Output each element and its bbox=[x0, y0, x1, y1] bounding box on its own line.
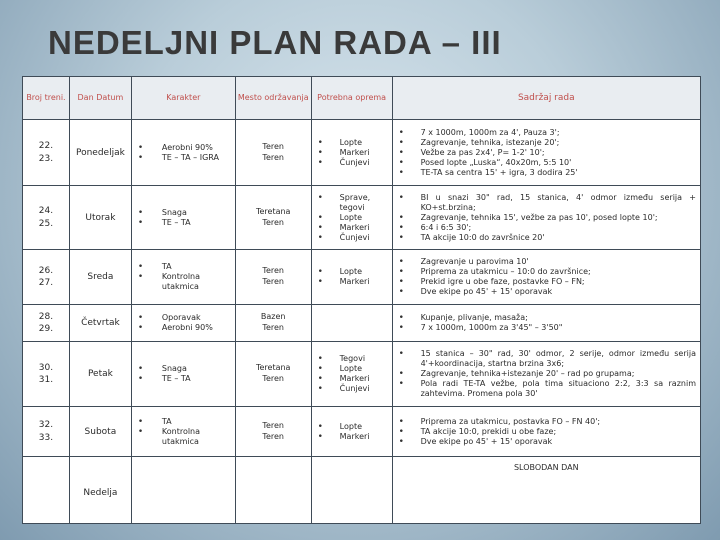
list-item: • Markeri bbox=[312, 277, 392, 287]
mesto-cell-line: Teren bbox=[262, 277, 284, 286]
karakter-cell bbox=[131, 305, 235, 342]
list-item: • Lopte bbox=[312, 267, 392, 277]
oprema-cell-list bbox=[312, 422, 392, 442]
broj-cell-line: 22. bbox=[38, 141, 54, 152]
table-row bbox=[23, 186, 701, 250]
list-item: • Dve ekipe po 45' + 15' oporavak bbox=[393, 437, 700, 447]
karakter-cell-list bbox=[132, 364, 235, 384]
table-row bbox=[23, 342, 701, 407]
list-item: • Dve ekipe po 45' + 15' oporavak bbox=[393, 287, 700, 297]
header-sadrzaj: Sadržaj rada bbox=[392, 77, 700, 120]
table-header-row bbox=[23, 77, 701, 120]
sadrzaj-cell-list bbox=[393, 349, 700, 399]
list-item: • TE – TA bbox=[132, 374, 235, 384]
oprema-cell bbox=[311, 342, 392, 407]
header-broj: Broj treni. bbox=[23, 77, 70, 120]
mesto-cell-line: Teren bbox=[262, 323, 284, 332]
header-dan: Dan Datum bbox=[69, 77, 131, 120]
mesto-cell-line: Teren bbox=[262, 431, 284, 441]
list-item: • 15 stanica – 30" rad, 30' odmor, 2 serije, odmor između serija 4'+koordinacija, startna brzina 3x6; bbox=[393, 349, 700, 369]
list-item: • Čunjevi bbox=[312, 158, 392, 168]
dan-cell: Nedelja bbox=[69, 457, 131, 524]
broj-cell bbox=[23, 457, 70, 524]
broj-cell-line: 27. bbox=[38, 278, 54, 288]
dan-cell: Subota bbox=[69, 407, 131, 457]
mesto-cell-line: Bazen bbox=[260, 312, 286, 322]
mesto-cell-line: Teren bbox=[262, 266, 284, 276]
oprema-cell bbox=[311, 120, 392, 186]
oprema-cell bbox=[311, 250, 392, 305]
list-item: • Markeri bbox=[312, 432, 392, 442]
dan-cell: Petak bbox=[69, 342, 131, 407]
sadrzaj-cell bbox=[392, 120, 700, 186]
header-karakter: Karakter bbox=[131, 77, 235, 120]
oprema-cell bbox=[311, 407, 392, 457]
list-item: • Markeri bbox=[312, 148, 392, 158]
sadrzaj-cell bbox=[392, 407, 700, 457]
list-item: • Lopte bbox=[312, 422, 392, 432]
oprema-cell-list bbox=[312, 267, 392, 287]
list-item: • Aerobni 90% bbox=[132, 143, 235, 153]
list-item: • Zagrevanje u parovima 10' bbox=[393, 257, 700, 267]
broj-cell bbox=[23, 120, 70, 186]
mesto-cell bbox=[235, 342, 311, 407]
mesto-cell bbox=[235, 457, 311, 524]
oprema-cell bbox=[311, 457, 392, 524]
list-item: • TA akcije 10:0, prekidi u obe faze; bbox=[393, 427, 700, 437]
slobodan-dan-cell: SLOBODAN DAN bbox=[392, 457, 700, 524]
list-item: • Oporavak bbox=[132, 313, 235, 323]
mesto-cell-line: Teren bbox=[262, 217, 284, 227]
list-item: • TE-TA sa centra 15' + igra, 3 dodira 25' bbox=[393, 168, 700, 178]
list-item: • 7 x 1000m, 1000m za 3'45" – 3'50" bbox=[393, 323, 700, 333]
mesto-cell bbox=[235, 120, 311, 186]
mesto-cell bbox=[235, 250, 311, 305]
mesto-cell-line: Teretana bbox=[255, 363, 291, 373]
sadrzaj-cell bbox=[392, 186, 700, 250]
karakter-cell bbox=[131, 407, 235, 457]
karakter-cell bbox=[131, 342, 235, 407]
list-item: • Zagrevanje, tehnika+istezanje 20' – rad po grupama; bbox=[393, 369, 700, 379]
list-item: • 6:4 i 6:5 30'; bbox=[393, 223, 700, 233]
karakter-cell-list bbox=[132, 417, 235, 447]
broj-cell bbox=[23, 342, 70, 407]
karakter-cell bbox=[131, 250, 235, 305]
list-item: • Snaga bbox=[132, 208, 235, 218]
sadrzaj-cell bbox=[392, 305, 700, 342]
list-item: • BI u snazi 30" rad, 15 stanica, 4' odmor između serija + KO+st.brzina; bbox=[393, 193, 700, 213]
list-item: • Sprave, tegovi bbox=[312, 193, 392, 213]
list-item: • Priprema za utakmicu – 10:0 do završnice; bbox=[393, 267, 700, 277]
dan-cell: Utorak bbox=[69, 186, 131, 250]
mesto-cell bbox=[235, 407, 311, 457]
oprema-cell bbox=[311, 305, 392, 342]
karakter-cell-list bbox=[132, 313, 235, 333]
list-item: • Zagrevanje, tehnika, istezanje 20'; bbox=[393, 138, 700, 148]
list-item: • Čunjevi bbox=[312, 384, 392, 394]
list-item: • Markeri bbox=[312, 223, 392, 233]
header-oprema: Potrebna oprema bbox=[311, 77, 392, 120]
list-item: • Tegovi bbox=[312, 354, 392, 364]
broj-cell-line: 30. bbox=[38, 362, 54, 373]
table-row bbox=[23, 250, 701, 305]
broj-cell-line: 24. bbox=[38, 206, 54, 217]
header-mesto: Mesto održavanja bbox=[235, 77, 311, 120]
mesto-cell-line: Teren bbox=[262, 420, 284, 430]
list-item: • Lopte bbox=[312, 138, 392, 148]
list-item: • Kontrolna utakmica bbox=[132, 272, 235, 292]
list-item: • TA akcije 10:0 do završnice 20' bbox=[393, 233, 700, 243]
list-item: • Čunjevi bbox=[312, 233, 392, 243]
broj-cell-line: 28. bbox=[38, 311, 54, 322]
oprema-cell-list bbox=[312, 193, 392, 243]
broj-cell bbox=[23, 305, 70, 342]
list-item: • TA bbox=[132, 417, 235, 427]
table-row bbox=[23, 407, 701, 457]
list-item: • TE – TA – IGRA bbox=[132, 153, 235, 163]
list-item: • TE – TA bbox=[132, 218, 235, 228]
list-item: • TA bbox=[132, 262, 235, 272]
list-item: • Zagrevanje, tehnika 15', vežbe za pas 10', posed lopte 10'; bbox=[393, 213, 700, 223]
list-item: • Kontrolna utakmica bbox=[132, 427, 235, 447]
broj-cell-line: 32. bbox=[38, 420, 54, 431]
oprema-cell-list bbox=[312, 138, 392, 168]
karakter-cell bbox=[131, 120, 235, 186]
mesto-cell bbox=[235, 186, 311, 250]
karakter-cell-list bbox=[132, 208, 235, 228]
oprema-cell-list bbox=[312, 354, 392, 394]
dan-cell: Četvrtak bbox=[69, 305, 131, 342]
karakter-cell bbox=[131, 457, 235, 524]
dan-cell: Ponedeljak bbox=[69, 120, 131, 186]
list-item: • Vežbe za pas 2x4', P= 1-2' 10'; bbox=[393, 148, 700, 158]
mesto-cell-line: Teren bbox=[262, 141, 284, 151]
karakter-cell-list bbox=[132, 143, 235, 163]
broj-cell-line: 25. bbox=[38, 218, 54, 229]
list-item: • Kupanje, plivanje, masaža; bbox=[393, 313, 700, 323]
sadrzaj-cell-list bbox=[393, 257, 700, 297]
broj-cell-line: 26. bbox=[38, 265, 54, 276]
karakter-cell-list bbox=[132, 262, 235, 292]
page-title: NEDELJNI PLAN RADA – III bbox=[48, 24, 502, 61]
broj-cell bbox=[23, 186, 70, 250]
list-item: • Pola radi TE-TA vežbe, pola tima situaciono 2:2, 3:3 sa raznim zahtevima. Promena pola 30' bbox=[393, 379, 700, 399]
sadrzaj-cell-list bbox=[393, 128, 700, 178]
list-item: • Priprema za utakmicu, postavka FO – FN 40'; bbox=[393, 417, 700, 427]
sadrzaj-cell bbox=[392, 250, 700, 305]
broj-cell-line: 33. bbox=[38, 432, 54, 443]
broj-cell bbox=[23, 250, 70, 305]
list-item: • Prekid igre u obe faze, postavke FO – FN; bbox=[393, 277, 700, 287]
list-item: • Aerobni 90% bbox=[132, 323, 235, 333]
table-row-nedelja bbox=[23, 457, 701, 524]
broj-cell-line: 31. bbox=[38, 375, 54, 385]
list-item: • Lopte bbox=[312, 364, 392, 374]
list-item: • Posed lopte „Luska“, 40x20m, 5:5 10' bbox=[393, 158, 700, 168]
sadrzaj-cell-list bbox=[393, 417, 700, 447]
weekly-plan-table bbox=[22, 76, 701, 524]
mesto-cell-line: Teren bbox=[262, 152, 284, 162]
broj-cell-line: 23. bbox=[38, 153, 54, 164]
sadrzaj-cell-list bbox=[393, 193, 700, 243]
list-item: • Snaga bbox=[132, 364, 235, 374]
broj-cell bbox=[23, 407, 70, 457]
dan-cell: Sreda bbox=[69, 250, 131, 305]
mesto-cell-line: Teren bbox=[262, 374, 284, 383]
oprema-cell bbox=[311, 186, 392, 250]
list-item: • Lopte bbox=[312, 213, 392, 223]
list-item: • 7 x 1000m, 1000m za 4', Pauza 3'; bbox=[393, 128, 700, 138]
table-row bbox=[23, 305, 701, 342]
mesto-cell bbox=[235, 305, 311, 342]
sadrzaj-cell-list bbox=[393, 313, 700, 333]
mesto-cell-line: Teretana bbox=[255, 206, 291, 216]
table-row bbox=[23, 120, 701, 186]
broj-cell-line: 29. bbox=[38, 324, 54, 334]
karakter-cell bbox=[131, 186, 235, 250]
sadrzaj-cell bbox=[392, 342, 700, 407]
list-item: • Markeri bbox=[312, 374, 392, 384]
